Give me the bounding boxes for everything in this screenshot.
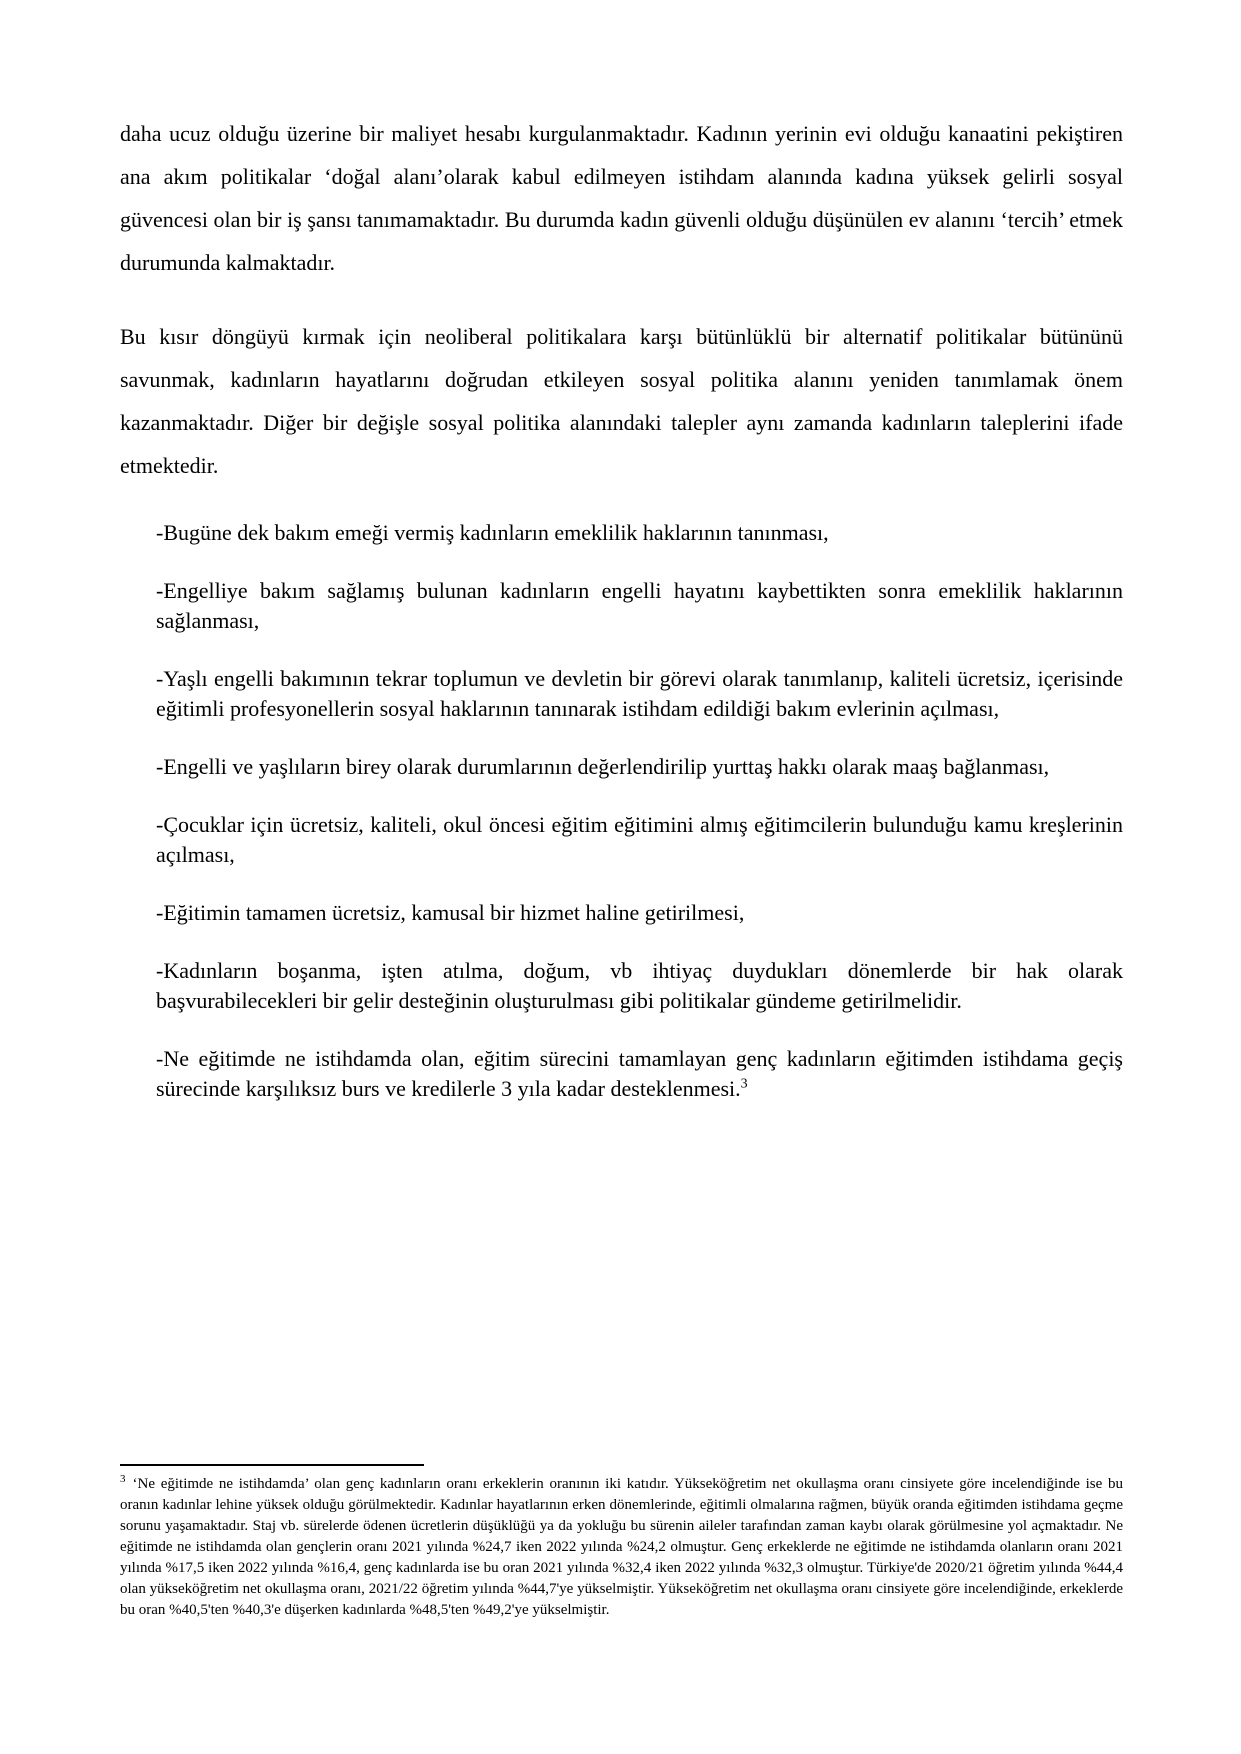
footnote-separator-line	[120, 1464, 424, 1466]
list-item-caregiver-pension: -Engelliye bakım sağlamış bulunan kadınların engelli hayatını kaybettikten sonra emeklilik haklarının sağlanması,	[156, 578, 1123, 633]
demands-list	[120, 518, 1123, 1104]
footnote	[120, 1474, 1123, 1621]
page-body	[120, 112, 1123, 1132]
footnote-reference: 3	[740, 1076, 748, 1092]
list-item-free-education: -Eğitimin tamamen ücretsiz, kamusal bir hizmet haline getirilmesi,	[156, 900, 745, 925]
list-item-youth-support	[120, 1044, 1123, 1104]
footnote-text: ‘Ne eğitimde ne istihdamda’ olan genç kadınların oranı erkeklerin oranının iki katıdır. Yükseköğretim net okullaşma oranı cinsiyete göre incelendiğinde ise bu oranın kadınlar lehine yüksek olduğu görülmektedir. Kadınlar hayatlarının erken dönemlerinde, eğitimli olmalarına rağmen, büyük oranda eğitimden istihdama geçme sorunu yaşamaktadır. Staj vb. sürelerde ödenen ücretlerin düşüklüğü ya da yokluğu bu sürenin aileler tarafından zaman kaybı olarak görülmesine yol açmaktadır. Ne eğitimde ne istihdamda olan gençlerin oranı 2021 yılında %24,7 iken 2022 yılında %24,2 olmuştur. Genç erkeklerde ne eğitimde ne istihdamda olanların oranı 2021 yılında %17,5 iken 2022 yılında %16,4, genç kadınlarda ise bu oran 2021 yılında %32,4 iken 2022 yılında %32,3 olmuştur. Türkiye'de 2020/21 öğretim yılında %44,4 olan yükseköğretim net okullaşma oranı, 2021/22 öğretim yılında %44,7'ye yükselmiştir. Yükseköğretim net okullaşma oranı cinsiyete göre incelendiğinde, erkeklerde bu oran %40,5'ten %40,3'e düşerken kadınlarda %48,5'ten %49,2'ye yükselmiştir.	[120, 1476, 1123, 1618]
list-item-public-nurseries: -Çocuklar için ücretsiz, kaliteli, okul öncesi eğitim eğitimini almış eğitimcilerin bulunduğu kamu kreşlerinin açılması,	[156, 812, 1123, 867]
body-paragraph-2: Bu kısır döngüyü kırmak için neoliberal politikalara karşı bütünlüklü bir alternatif politikalar bütününü savunmak, kadınların hayatlarını doğrudan etkileyen sosyal politika alanını yeniden tanımlamak önem kazanmaktadır. Diğer bir değişle sosyal politika alanındaki talepler aynı zamanda kadınların taleplerini ifade etmektedir.	[120, 324, 1123, 478]
list-item-pension-rights: -Bugüne dek bakım emeği vermiş kadınların emeklilik haklarının tanınması,	[156, 520, 829, 545]
list-item-income-support: -Kadınların boşanma, işten atılma, doğum, vb ihtiyaç duydukları dönemlerde bir hak olarak başvurabilecekleri bir gelir desteğinin oluşturulması gibi politikalar gündeme getirilmelidir.	[156, 958, 1123, 1013]
list-item-text: -Ne eğitimde ne istihdamda olan, eğitim sürecini tamamlayan genç kadınların eğitimden istihdama geçiş sürecinde karşılıksız burs ve kredilerle 3 yıla kadar desteklenmesi.	[156, 1046, 1123, 1101]
list-item-citizen-salary: -Engelli ve yaşlıların birey olarak durumlarının değerlendirilip yurttaş hakkı olarak maaş bağlanması,	[156, 754, 1050, 779]
body-paragraph-1: daha ucuz olduğu üzerine bir maliyet hesabı kurgulanmaktadır. Kadının yerinin evi olduğu kanaatini pekiştiren ana akım politikalar ‘doğal alanı’olarak kabul edilmeyen istihdam alanında kadına yüksek gelirli sosyal güvencesi olan bir iş şansı tanımamaktadır. Bu durumda kadın güvenli olduğu düşünülen ev alanını ‘tercih’ etmek durumunda kalmaktadır.	[120, 121, 1123, 275]
footnote-marker: 3	[120, 1473, 126, 1485]
list-item-care-homes: -Yaşlı engelli bakımının tekrar toplumun ve devletin bir görevi olarak tanımlanıp, kaliteli ücretsiz, içerisinde eğitimli profesyonellerin sosyal haklarının tanınarak istihdam edildiği bakım evlerinin açılması,	[156, 666, 1123, 721]
footnote-area	[120, 1464, 1123, 1621]
